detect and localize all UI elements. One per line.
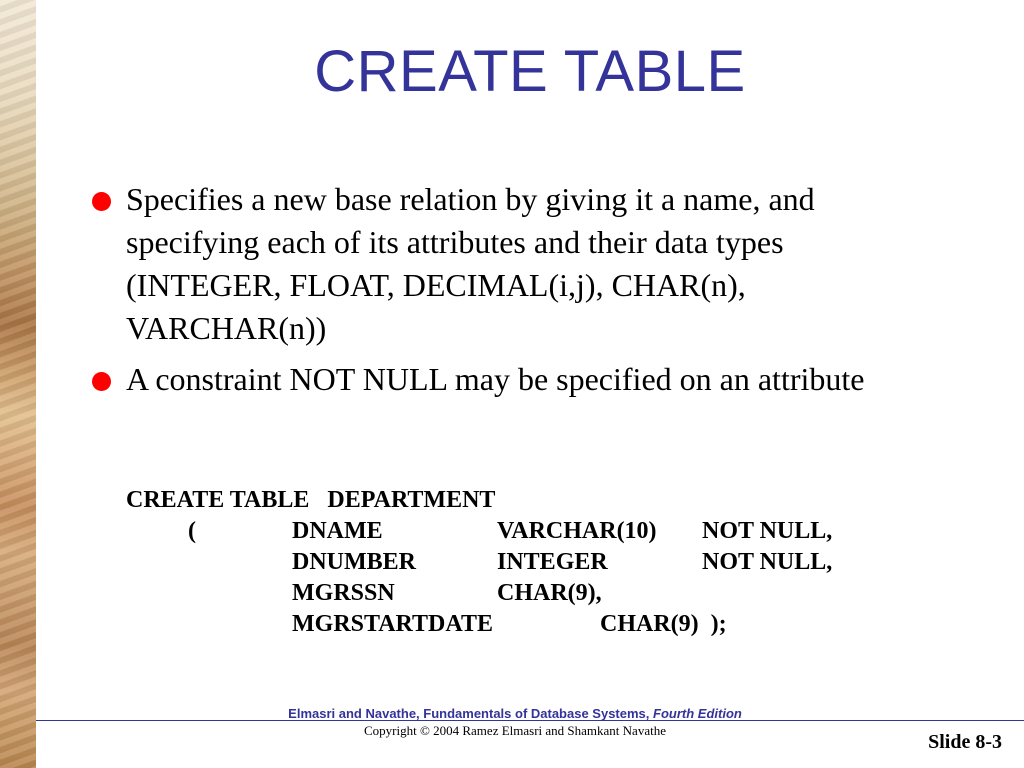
code-create-statement: CREATE TABLE DEPARTMENT	[126, 487, 496, 513]
footer-book-title: Elmasri and Navathe, Fundamentals of Database Systems,	[288, 706, 650, 721]
bullet-text: A constraint NOT NULL may be specified on an attribute	[126, 361, 865, 397]
sql-code-block	[126, 485, 833, 640]
code-line	[126, 516, 833, 547]
bullet-list	[90, 178, 940, 409]
code-line	[126, 578, 602, 609]
code-line	[126, 485, 496, 516]
bullet-dot-icon	[92, 372, 111, 391]
code-attr-type: CHAR(9) );	[600, 611, 727, 637]
code-attr-type: VARCHAR(10)	[497, 518, 657, 544]
decorative-side-image	[0, 0, 36, 768]
bullet-dot-icon	[92, 192, 111, 211]
slide-number: Slide 8-3	[928, 731, 1002, 753]
bullet-text: Specifies a new base relation by giving it a name, and specifying each of its attributes and their data types (INTEGER, FLOAT, DECIMAL(i,j), CHAR(n), VARCHAR(n))	[126, 181, 815, 346]
code-attr-type: CHAR(9),	[497, 580, 602, 606]
code-attr-type: INTEGER	[497, 549, 608, 575]
slide-title: CREATE TABLE	[314, 39, 746, 104]
bullet-item	[90, 178, 940, 350]
code-attr-name: MGRSTARTDATE	[292, 611, 493, 637]
code-attr-name: MGRSSN	[292, 580, 395, 606]
bullet-item	[90, 358, 940, 401]
code-attr-name: DNUMBER	[292, 549, 416, 575]
code-open-paren: (	[188, 518, 196, 544]
footer-copyright: Copyright © 2004 Ramez Elmasri and Shamkant Navathe	[364, 723, 666, 738]
code-attr-name: DNAME	[292, 518, 383, 544]
footer-book-citation	[0, 706, 1024, 721]
code-attr-constraint: NOT NULL,	[702, 549, 833, 575]
code-line	[126, 609, 727, 640]
footer-edition: Fourth Edition	[653, 706, 742, 721]
code-line	[126, 547, 833, 578]
code-attr-constraint: NOT NULL,	[702, 518, 833, 544]
